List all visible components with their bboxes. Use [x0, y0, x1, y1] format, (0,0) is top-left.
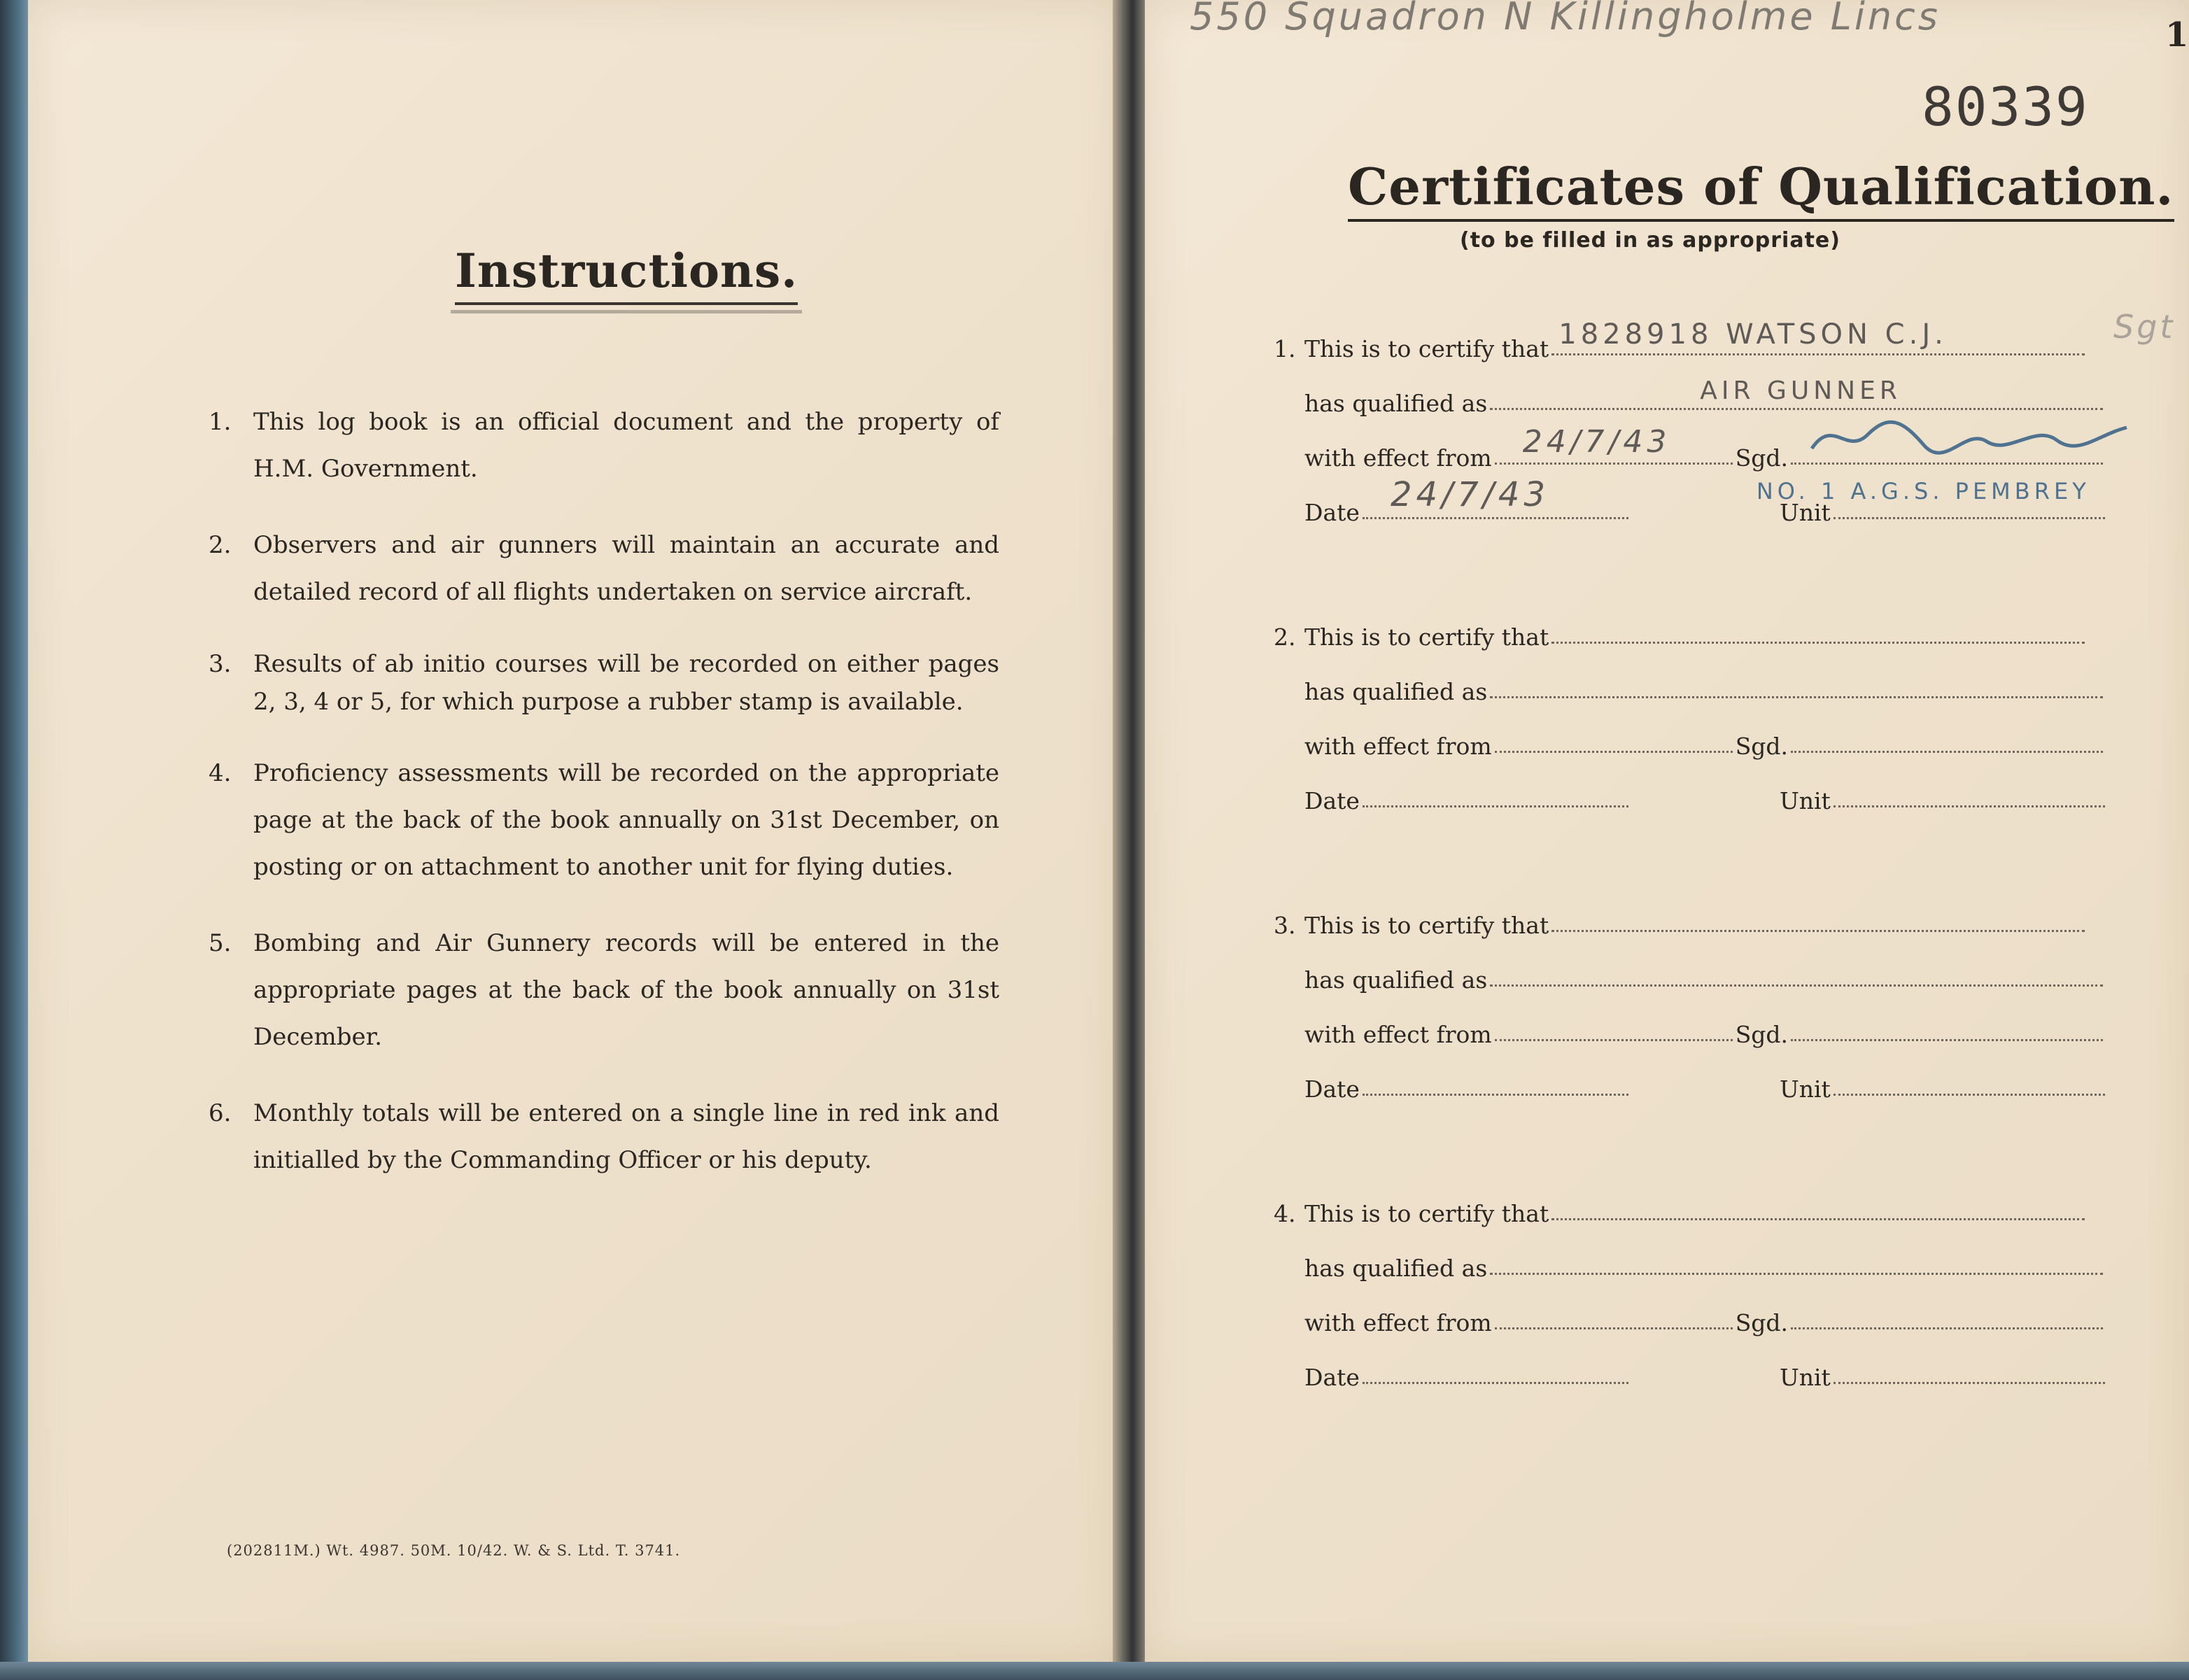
instruction-item — [209, 1090, 999, 1184]
name-field[interactable] — [1551, 1218, 2085, 1220]
date-row — [1274, 475, 2176, 533]
qualified-field[interactable] — [1490, 1273, 2103, 1275]
certificate-number: 2. — [1274, 623, 1296, 651]
unit-label: Unit — [1779, 1075, 1831, 1103]
cover-cloth-edge — [0, 0, 31, 1680]
unit-field[interactable] — [1833, 805, 2105, 807]
date-label: Date — [1304, 1364, 1360, 1391]
sgd-label: Sgd. — [1735, 1309, 1789, 1336]
signature-mark — [1805, 414, 2134, 463]
date-label: Date — [1304, 787, 1360, 814]
certify-row — [1274, 603, 2176, 658]
instruction-text: Observers and air gunners will maintain an accurate and detailed record of all flights undertaken on service aircraft. — [253, 531, 999, 606]
instruction-number: 3. — [209, 650, 232, 678]
sgd-label: Sgd. — [1735, 1021, 1789, 1048]
date-row — [1274, 1343, 2176, 1398]
certify-label: This is to certify that — [1304, 335, 1549, 362]
date-label: Date — [1304, 499, 1360, 526]
serial-number: 80339 — [1922, 76, 2089, 138]
qualified-label: has qualified as — [1304, 678, 1488, 705]
effect-label: with effect from — [1304, 1309, 1492, 1336]
certificates-subtitle: (to be filled in as appropriate) — [1460, 228, 1840, 253]
sgd-label: Sgd. — [1735, 444, 1789, 472]
instructions-page — [28, 0, 1120, 1662]
cover-cloth-bottom — [0, 1662, 2189, 1680]
effect-field[interactable] — [1495, 751, 1733, 753]
qualified-label: has qualified as — [1304, 966, 1488, 994]
name-field[interactable] — [1551, 318, 2085, 355]
effect-row — [1274, 1289, 2176, 1343]
certify-row — [1274, 1180, 2176, 1234]
effect-field[interactable] — [1495, 1327, 1733, 1329]
instructions-list — [209, 399, 999, 1184]
qualified-label: has qualified as — [1304, 390, 1488, 417]
printer-imprint: (202811M.) Wt. 4987. 50M. 10/42. W. & S. Ltd. T. 3741. — [227, 1542, 681, 1559]
effect-label: with effect from — [1304, 1021, 1492, 1048]
page-number: 1 — [2165, 15, 2189, 55]
effect-field[interactable] — [1495, 1039, 1733, 1041]
instruction-number: 2. — [209, 531, 232, 559]
certify-row — [1274, 891, 2176, 946]
qualified-field[interactable] — [1490, 696, 2103, 698]
qualified-field[interactable] — [1490, 376, 2103, 410]
unit-label: Unit — [1779, 787, 1831, 814]
qualified-field[interactable] — [1490, 984, 2103, 987]
instruction-text: This log book is an official document and the property of H.M. Government. — [253, 408, 999, 483]
unit-value: NO. 1 A.G.S. PEMBREY — [1756, 478, 2090, 504]
instruction-item — [209, 920, 999, 1061]
instruction-text: Monthly totals will be entered on a single line in red ink and initialled by the Commanding Officer or his deputy. — [253, 1099, 999, 1174]
date-field[interactable] — [1363, 1094, 1628, 1096]
name-value: 1828918 WATSON C.J. — [1558, 318, 1948, 351]
effect-field[interactable] — [1495, 424, 1733, 465]
name-field[interactable] — [1551, 642, 2085, 644]
name-field[interactable] — [1551, 930, 2085, 932]
effect-label: with effect from — [1304, 733, 1492, 760]
certificate-number: 1. — [1274, 335, 1296, 362]
effect-row — [1274, 712, 2176, 767]
unit-field[interactable] — [1833, 1094, 2105, 1096]
signature-field[interactable] — [1791, 463, 2103, 465]
date-label: Date — [1304, 1075, 1360, 1103]
certificates-title: Certificates of Qualification. — [1348, 157, 2174, 222]
instruction-number: 1. — [209, 408, 232, 436]
instruction-text: Proficiency assessments will be recorded on the appropriate page at the back of the book annually on 31st December, on posting or on attachment to another unit for flying duties. — [253, 759, 999, 881]
instruction-item — [209, 399, 999, 493]
qualified-row — [1274, 658, 2176, 712]
date-row — [1274, 767, 2176, 821]
instructions-title: Instructions. — [455, 243, 798, 305]
certify-label: This is to certify that — [1304, 1200, 1549, 1227]
date-row — [1274, 1055, 2176, 1110]
instruction-item — [209, 522, 999, 616]
instruction-item — [209, 645, 999, 721]
signature-field[interactable] — [1791, 1039, 2103, 1041]
certify-row — [1274, 308, 2176, 369]
signature-field[interactable] — [1791, 751, 2103, 753]
certificate-block — [1274, 308, 2176, 533]
qualified-row — [1274, 946, 2176, 1001]
unit-field[interactable] — [1833, 1382, 2105, 1384]
instruction-text: Bombing and Air Gunnery records will be entered in the appropriate pages at the back of the book annually on 31st December. — [253, 929, 999, 1051]
certify-label: This is to certify that — [1304, 912, 1549, 939]
effect-value: 24/7/43 — [1522, 424, 1671, 460]
instruction-text: Results of ab initio courses will be recorded on either pages 2, 3, 4 or 5, for which purpose a rubber stamp is available. — [253, 650, 999, 716]
instruction-number: 6. — [209, 1099, 232, 1127]
certificates-page — [1145, 0, 2189, 1662]
effect-row — [1274, 424, 2176, 479]
date-field[interactable] — [1363, 475, 1628, 519]
rank-value: Sgt — [2113, 308, 2176, 346]
instruction-item — [209, 750, 999, 891]
date-field[interactable] — [1363, 1382, 1628, 1384]
sgd-label: Sgd. — [1735, 733, 1789, 760]
qualified-row — [1274, 1234, 2176, 1289]
effect-label: with effect from — [1304, 444, 1492, 472]
certificate-number: 3. — [1274, 912, 1296, 939]
certify-label: This is to certify that — [1304, 623, 1549, 651]
qualified-value: AIR GUNNER — [1700, 376, 1901, 405]
instruction-number: 5. — [209, 929, 232, 957]
certificate-number: 4. — [1274, 1200, 1296, 1227]
effect-row — [1274, 1001, 2176, 1055]
certificate-block — [1274, 603, 2176, 821]
unit-label: Unit — [1779, 1364, 1831, 1391]
unit-label: Unit — [1779, 499, 1831, 526]
handwritten-note: 550 Squadron N Killingholme Lincs — [1190, 0, 1941, 38]
instruction-number: 4. — [209, 759, 232, 787]
signature-field[interactable] — [1791, 1327, 2103, 1329]
date-field[interactable] — [1363, 805, 1628, 807]
qualified-label: has qualified as — [1304, 1255, 1488, 1282]
certificate-block — [1274, 1180, 2176, 1398]
certificate-block — [1274, 891, 2176, 1110]
date-value: 24/7/43 — [1390, 475, 1549, 514]
